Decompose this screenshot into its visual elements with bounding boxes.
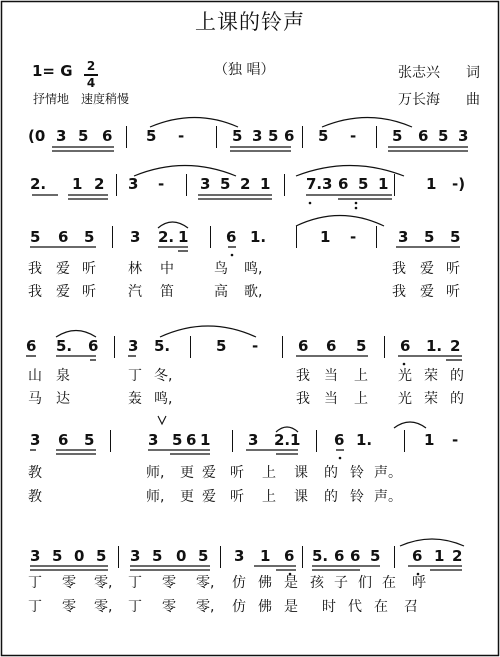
- lyric: 的: [324, 489, 338, 505]
- system-4-underlines: [26, 356, 462, 360]
- note: 5: [84, 431, 95, 449]
- note: 6: [58, 431, 69, 449]
- lyric: 爱: [56, 284, 70, 300]
- lyric: 零: [62, 599, 76, 615]
- system-2-lower-dots: [309, 202, 358, 210]
- barline: [316, 430, 317, 452]
- lyric: 课: [294, 489, 308, 505]
- performance-mode: （独 唱）: [214, 62, 275, 78]
- note: 1: [424, 431, 435, 449]
- lyric: 听: [230, 489, 244, 505]
- system-5-underlines: [30, 450, 344, 454]
- note: 6: [284, 127, 295, 145]
- lyric: 中: [160, 261, 174, 277]
- lyric: 我: [392, 284, 406, 300]
- lyric: 是: [284, 575, 298, 591]
- lyric: 丁: [128, 368, 142, 384]
- tempo-marking: 抒情地 速度稍慢: [33, 92, 130, 106]
- barline: [302, 546, 303, 568]
- barline: [126, 126, 127, 148]
- lyric: 丁: [28, 575, 42, 591]
- note: 5: [96, 547, 107, 565]
- note: 6: [338, 175, 349, 193]
- lyric: 代: [348, 599, 362, 615]
- note: 3: [30, 547, 41, 565]
- lyric: 轰: [128, 391, 142, 407]
- note: 3: [458, 127, 469, 145]
- note: 1: [72, 175, 83, 193]
- lyric: 丁: [28, 599, 42, 615]
- lyric: 爱: [420, 284, 434, 300]
- lyric: 教: [28, 465, 42, 481]
- note: 6: [284, 547, 295, 565]
- lyric: 我: [296, 391, 310, 407]
- lyric: 汽: [128, 284, 142, 300]
- note: 2: [452, 547, 463, 565]
- lyric: 高: [214, 284, 228, 300]
- barline: [110, 430, 111, 452]
- note: 5: [52, 547, 63, 565]
- note: 6: [334, 547, 345, 565]
- lyric: 时: [322, 599, 336, 615]
- note: 3: [322, 175, 333, 193]
- note: 7.: [306, 175, 323, 193]
- barline: [376, 126, 377, 148]
- barline: [186, 174, 187, 196]
- barline: [302, 126, 303, 148]
- note: 5.: [154, 337, 171, 355]
- barline: [282, 336, 283, 358]
- lyric: 爱: [56, 261, 70, 277]
- note: 1: [320, 228, 331, 246]
- composer-name: 万长海: [398, 92, 440, 108]
- system-6-slurs: [400, 539, 464, 546]
- lyric: 师,: [146, 489, 165, 505]
- note: 1: [290, 431, 301, 449]
- lyric: 零,: [94, 575, 113, 591]
- lyric: 鸣,: [244, 261, 263, 277]
- note: 6: [334, 431, 345, 449]
- lyric: 召: [404, 599, 418, 615]
- note: 5: [172, 431, 183, 449]
- note: 3: [252, 127, 263, 145]
- lyric: 我: [28, 284, 42, 300]
- lyric: 佛: [258, 599, 272, 615]
- lyric: 听: [230, 465, 244, 481]
- lyric: 零: [62, 575, 76, 591]
- lyric: 听: [446, 261, 460, 277]
- note: 6: [350, 547, 361, 565]
- note: 5: [358, 175, 369, 193]
- note: 5: [370, 547, 381, 565]
- lyric: 上: [262, 465, 276, 481]
- system-4-lower-dots: [403, 363, 406, 366]
- note: -: [350, 228, 357, 246]
- note: 2: [450, 337, 461, 355]
- lyric: 笛: [160, 284, 174, 300]
- note: 1.: [356, 431, 373, 449]
- note: 5: [232, 127, 243, 145]
- note: 3: [56, 127, 67, 145]
- lyric: 歌,: [244, 284, 263, 300]
- note: 1: [434, 547, 445, 565]
- note: 6: [26, 337, 37, 355]
- lyricist-name: 张志兴: [398, 65, 440, 81]
- lyricist-role: 词: [466, 65, 480, 81]
- lyric: 我: [296, 368, 310, 384]
- note: 2: [240, 175, 251, 193]
- note: 6: [326, 337, 337, 355]
- note: 5: [392, 127, 403, 145]
- note: 6: [298, 337, 309, 355]
- note: 5: [220, 175, 231, 193]
- note: 3: [130, 228, 141, 246]
- note: 1: [260, 175, 271, 193]
- note: 5: [356, 337, 367, 355]
- lyric: 零,: [196, 599, 215, 615]
- note: 0: [74, 547, 85, 565]
- note: 3: [30, 431, 41, 449]
- note: 5: [216, 337, 227, 355]
- lyric: 鸣,: [154, 391, 173, 407]
- lyric: 教: [28, 489, 42, 505]
- lyric: 零: [162, 599, 176, 615]
- lyric: 更: [180, 465, 194, 481]
- note: 6: [58, 228, 69, 246]
- note: 3: [128, 337, 139, 355]
- note: 1.: [426, 337, 443, 355]
- note: 1: [378, 175, 389, 193]
- note: 1.: [250, 228, 267, 246]
- note: 5.: [56, 337, 73, 355]
- system-3-lower-dots: [231, 254, 234, 257]
- barline: [404, 430, 405, 452]
- system-3-underlines: [30, 247, 460, 251]
- barline: [384, 336, 385, 358]
- lyric: 听: [446, 284, 460, 300]
- lyric: 上: [262, 489, 276, 505]
- note: 3: [148, 431, 159, 449]
- lyric: 孩: [310, 575, 324, 591]
- lyric: 马: [28, 391, 42, 407]
- lyric: 听: [82, 261, 96, 277]
- barline: [114, 336, 115, 358]
- page-title: 上课的铃声: [195, 10, 305, 34]
- note: 1: [260, 547, 271, 565]
- system-1-slurs: [150, 118, 412, 128]
- barline: [296, 226, 297, 248]
- lyric: 铃: [350, 465, 364, 481]
- lyric: 零: [162, 575, 176, 591]
- system-6-lower-dots: [289, 573, 420, 576]
- system-5-breath-mark: [158, 416, 166, 424]
- note: 2.: [274, 431, 291, 449]
- system-6-underlines: [30, 566, 462, 570]
- system-1-underlines: [52, 147, 468, 151]
- note: 6: [102, 127, 113, 145]
- lyric: 爱: [202, 489, 216, 505]
- system-5-lower-dots: [339, 457, 342, 460]
- lyric: 林: [128, 261, 142, 277]
- barline: [118, 546, 119, 568]
- lyric: 冬,: [154, 368, 173, 384]
- lyric: 们: [358, 575, 372, 591]
- lyric: 光: [398, 368, 412, 384]
- lyric: 在: [374, 599, 388, 615]
- note: 6: [418, 127, 429, 145]
- note: -): [452, 175, 466, 193]
- note: 3: [248, 431, 259, 449]
- note: -: [452, 431, 459, 449]
- time-signature-top: 2: [86, 59, 96, 73]
- barline: [116, 174, 117, 196]
- lyric: 我: [392, 261, 406, 277]
- note: 6: [186, 431, 197, 449]
- lyric: 上: [354, 368, 368, 384]
- note: 3: [234, 547, 245, 565]
- lyric: 上: [354, 391, 368, 407]
- note: 5: [198, 547, 209, 565]
- note: 2.: [158, 228, 175, 246]
- lyric: 声。: [374, 465, 402, 481]
- lyric: 荣: [424, 368, 438, 384]
- lyric: 丁: [128, 575, 142, 591]
- note: 5: [318, 127, 329, 145]
- key-signature: 1= G: [32, 62, 73, 80]
- note: 5.: [312, 547, 329, 565]
- note: -: [178, 127, 185, 145]
- lyric: 爱: [202, 465, 216, 481]
- barline: [394, 546, 395, 568]
- lyric: 荣: [424, 391, 438, 407]
- lyric: 达: [56, 391, 70, 407]
- note: 3: [128, 175, 139, 193]
- lyric: 铃: [350, 489, 364, 505]
- note: 5: [146, 127, 157, 145]
- note: 5: [424, 228, 435, 246]
- note: 1: [178, 228, 189, 246]
- barline: [394, 174, 395, 196]
- composer-role: 曲: [466, 92, 480, 108]
- barline: [112, 226, 113, 248]
- note: 2: [94, 175, 105, 193]
- lyric: 呼: [412, 575, 426, 591]
- lyric: 仿: [232, 599, 246, 615]
- note: 5: [84, 228, 95, 246]
- note: 1: [426, 175, 437, 193]
- note: 5: [438, 127, 449, 145]
- lyric: 的: [450, 368, 464, 384]
- lyric: 光: [398, 391, 412, 407]
- note: 6: [88, 337, 99, 355]
- note: 6: [400, 337, 411, 355]
- note: 5: [152, 547, 163, 565]
- lyric: 听: [82, 284, 96, 300]
- system-2-underlines: [32, 195, 392, 199]
- time-signature-bottom: 4: [86, 76, 96, 90]
- lyric: 佛: [258, 575, 272, 591]
- note: -: [252, 337, 259, 355]
- lyric: 零,: [196, 575, 215, 591]
- barline: [210, 226, 211, 248]
- note: 5: [268, 127, 279, 145]
- lyric: 更: [180, 489, 194, 505]
- note: 3: [130, 547, 141, 565]
- lyric: 在: [382, 575, 396, 591]
- lyric: 课: [294, 465, 308, 481]
- note: 3: [200, 175, 211, 193]
- note: 6: [226, 228, 237, 246]
- system-4-slurs: [56, 326, 256, 337]
- note: 5: [30, 228, 41, 246]
- lyric: 爱: [420, 261, 434, 277]
- note: 5: [450, 228, 461, 246]
- note: 5: [78, 127, 89, 145]
- note: 2.: [30, 175, 47, 193]
- barline: [220, 546, 221, 568]
- lyric: 子: [334, 575, 348, 591]
- barline: [216, 126, 217, 148]
- lyric: 声。: [374, 489, 402, 505]
- lyric: 师,: [146, 465, 165, 481]
- note: -: [158, 175, 165, 193]
- lyric: 我: [28, 261, 42, 277]
- lyric: 泉: [56, 368, 70, 384]
- note: 1: [200, 431, 211, 449]
- system-3-slurs: [158, 216, 384, 229]
- lyric: 的: [324, 465, 338, 481]
- lyric: 的: [450, 391, 464, 407]
- lyric: 丁: [128, 599, 142, 615]
- note: 6: [412, 547, 423, 565]
- note: -: [350, 127, 357, 145]
- lyric: 山: [28, 368, 42, 384]
- note: (0: [28, 127, 46, 145]
- barline: [232, 430, 233, 452]
- lyric: 仿: [232, 575, 246, 591]
- lyric: 零,: [94, 599, 113, 615]
- note: 3: [398, 228, 409, 246]
- lyric: 是: [284, 599, 298, 615]
- barline: [190, 336, 191, 358]
- barline: [284, 174, 285, 196]
- barline: [376, 226, 377, 248]
- lyric: 当: [324, 391, 338, 407]
- note: 0: [176, 547, 187, 565]
- lyric: 当: [324, 368, 338, 384]
- lyric: 鸟: [214, 261, 228, 277]
